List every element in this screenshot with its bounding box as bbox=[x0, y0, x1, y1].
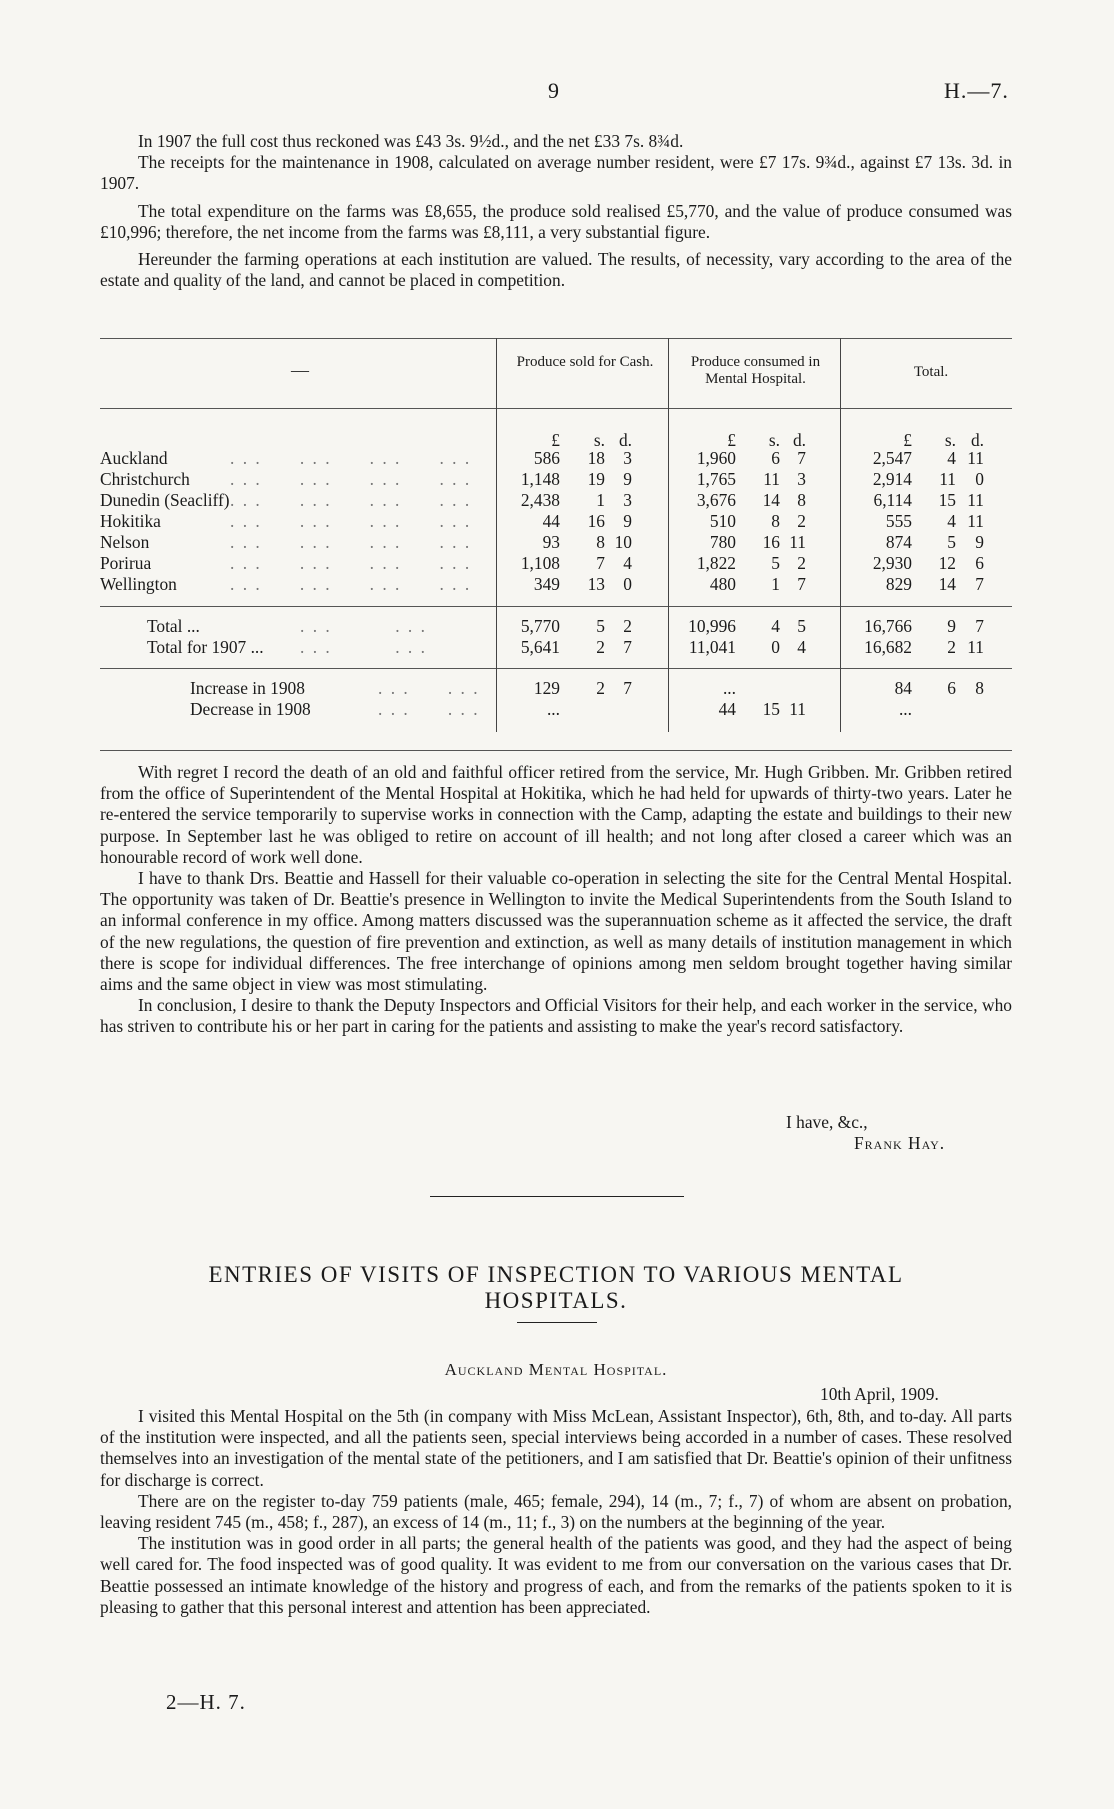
header-blank: — bbox=[291, 360, 309, 380]
sold-value: 3 bbox=[623, 448, 632, 468]
leader-dots: . . . . . . . . . . . . bbox=[230, 490, 472, 510]
row-name: Dunedin (Seacliff) bbox=[100, 490, 230, 510]
paragraph: Hereunder the farming operations at each institution are valued. The results, of necessity, vary according to the area of the estate and quality of the land, and cannot be placed in competition. bbox=[100, 249, 1012, 291]
consumed-value: 5 bbox=[797, 616, 806, 636]
total-value: 84 bbox=[894, 678, 912, 698]
consumed-value: 10,996 bbox=[688, 616, 736, 636]
consumed-value: 4 bbox=[771, 616, 780, 636]
sold-value: 4 bbox=[623, 553, 632, 573]
consumed-value: 15 bbox=[762, 699, 780, 719]
body-text bbox=[100, 762, 1012, 1038]
sold-value: 19 bbox=[587, 469, 605, 489]
row-name: Auckland bbox=[100, 448, 168, 468]
total-value: 14 bbox=[938, 574, 956, 594]
leader-dots: . . . . . . . . . . . . bbox=[230, 553, 472, 573]
intro-text bbox=[100, 131, 1012, 295]
header-total: Total. bbox=[913, 364, 949, 380]
sold-value: 2 bbox=[596, 637, 605, 657]
unit-label: £ bbox=[903, 430, 912, 450]
total-value: 6 bbox=[975, 553, 984, 573]
total-value: 9 bbox=[975, 532, 984, 552]
sold-value: 7 bbox=[596, 553, 605, 573]
consumed-value: 4 bbox=[797, 637, 806, 657]
consumed-value: 11,041 bbox=[688, 637, 736, 657]
total-value: 2,930 bbox=[872, 553, 912, 573]
total-value: 11 bbox=[967, 637, 984, 657]
total-value: 16,682 bbox=[864, 637, 912, 657]
total-value: 8 bbox=[975, 678, 984, 698]
paragraph: The institution was in good order in all parts; the general health of the patients was good, and they had the aspect of being well cared for. The food inspected was of good quality. It was evident to me from our conversation on the various cases that Dr. Beattie possessed an intimate knowledge of the history and progress of each, and from the remarks of the patients spoken to it is pleasing to gather that this personal interest and attention has been appreciated. bbox=[100, 1533, 1012, 1617]
sold-value: 5,641 bbox=[520, 637, 560, 657]
row-name: Porirua bbox=[100, 553, 152, 573]
total-row-name: Total for 1907 ... bbox=[147, 637, 264, 657]
consumed-value: 7 bbox=[797, 448, 806, 468]
consumed-value: 8 bbox=[771, 511, 780, 531]
total-value: 11 bbox=[967, 448, 984, 468]
total-value: 555 bbox=[885, 511, 912, 531]
total-value: 12 bbox=[938, 553, 956, 573]
row-name: Wellington bbox=[100, 574, 177, 594]
unit-label: £ bbox=[551, 430, 560, 450]
paragraph: I have to thank Drs. Beattie and Hassell for their valuable co-operation in selecting the site for the Central Mental Hospital. The opportunity was taken of Dr. Beattie's presence in Wellington to invite the Medical Superintendents from the South Island to an informal conference in my office. Among matters discussed was the superannuation scheme as it affected the service, the draft of the new regulations, the question of fire prevention and extinction, as well as many details of institution management in which there is scope for individual differences. The free interchange of opinions among men seldom brought together having similar aims and the same object in view was most stimulating. bbox=[100, 868, 1012, 995]
section-title-line2: HOSPITALS. bbox=[484, 1288, 628, 1313]
leader-dots: . . . . . . . . . . . . bbox=[230, 532, 472, 552]
total-value: 4 bbox=[947, 448, 956, 468]
paragraph: The total expenditure on the farms was £8,655, the produce sold realised £5,770, and the value of produce consumed was £10,996; therefore, the net income from the farms was £8,111, a very substantial figure. bbox=[100, 200, 1012, 242]
paragraph: With regret I record the death of an old and faithful officer retired from the service, Mr. Hugh Gribben. Mr. Gribben retired from the office of Superintendent of the Mental Hospital at Hokitika, which he had held for upwards of thirty-two years. Later he re-entered the service temporarily to supervise works in connection with the Camp, adapting the estate and buildings to their new purpose. In September last he was obliged to retire on account of ill health; and not long after closed a career which was an honourable record of work well done. bbox=[100, 762, 1012, 867]
section-title-line1: ENTRIES OF VISITS OF INSPECTION TO VARIOUS MENTAL bbox=[208, 1262, 904, 1287]
sold-value: 1 bbox=[596, 490, 605, 510]
unit-label: s. bbox=[944, 430, 956, 450]
consumed-value: 5 bbox=[771, 553, 780, 573]
total-value: 16,766 bbox=[864, 616, 912, 636]
total-value: 6,114 bbox=[873, 490, 912, 510]
change-row-name: Decrease in 1908 bbox=[190, 699, 311, 719]
total-value: 2,914 bbox=[872, 469, 912, 489]
header-produce-sold: Produce sold for Cash. bbox=[516, 354, 654, 370]
sold-value: 1,108 bbox=[520, 553, 560, 573]
footer-signature-mark: 2—H. 7. bbox=[166, 1690, 246, 1714]
total-value: 874 bbox=[885, 532, 912, 552]
sold-value: 586 bbox=[533, 448, 560, 468]
consumed-value: 3 bbox=[797, 469, 806, 489]
leader-dots: . . . . . . . . . . . . bbox=[230, 469, 472, 489]
signoff-name: Frank Hay. bbox=[854, 1133, 946, 1153]
signoff-closing: I have, &c., bbox=[786, 1112, 868, 1132]
total-value: 7 bbox=[975, 574, 984, 594]
total-value: 2,547 bbox=[872, 448, 912, 468]
consumed-value: 1,765 bbox=[696, 469, 736, 489]
consumed-value: 14 bbox=[762, 490, 780, 510]
consumed-value: 6 bbox=[771, 448, 780, 468]
paragraph: The receipts for the maintenance in 1908, calculated on average number resident, were £7 17s. 9¾d., against £7 13s. 3d. in 1907. bbox=[100, 152, 1012, 194]
total-value: 0 bbox=[975, 469, 984, 489]
paragraph: There are on the register to-day 759 patients (male, 465; female, 294), 14 (m., 7; f., 7) of whom are absent on probation, leaving resident 745 (m., 458; f., 287), an excess of 14 (m., 11; f., 3) on the numbers at the beginning of the year. bbox=[100, 1490, 1012, 1533]
unit-label: d. bbox=[970, 430, 984, 450]
sold-value: 129 bbox=[533, 678, 560, 698]
sold-value: 16 bbox=[587, 511, 605, 531]
sold-value: 2 bbox=[623, 616, 632, 636]
consumed-value: 3,676 bbox=[696, 490, 736, 510]
sold-value: 5 bbox=[596, 616, 605, 636]
consumed-value: 8 bbox=[797, 490, 806, 510]
hospital-subtitle: Auckland Mental Hospital. bbox=[444, 1360, 668, 1379]
consumed-value: ... bbox=[722, 678, 736, 698]
sold-value: 5,770 bbox=[520, 616, 560, 636]
sold-value: 0 bbox=[623, 574, 632, 594]
consumed-value: 780 bbox=[709, 532, 736, 552]
total-value: 6 bbox=[947, 678, 956, 698]
total-value: ... bbox=[898, 699, 912, 719]
paragraph: I visited this Mental Hospital on the 5th (in company with Miss McLean, Assistant Inspector), 6th, 8th, and to-day. All parts of the institution were inspected, and all the patients seen, special interviews being accorded in a number of cases. These resolved themselves into an investigation of the mental state of the petitioners, and I am satisfied that Dr. Beattie's opinion of their unfitness for discharge is correct. bbox=[100, 1406, 1012, 1490]
leader-dots: . . . . . . bbox=[378, 699, 480, 719]
consumed-value: 11 bbox=[763, 469, 780, 489]
sold-value: 2,438 bbox=[520, 490, 560, 510]
sold-value: 8 bbox=[596, 532, 605, 552]
total-row-name: Total ... bbox=[147, 616, 200, 636]
leader-dots: . . . . . . . . . . . . bbox=[230, 511, 472, 531]
paragraph: In conclusion, I desire to thank the Deputy Inspectors and Official Visitors for their help, and each worker in the service, who has striven to contribute his or her part in caring for the patients and assisting to make the year's record satisfactory. bbox=[100, 995, 1012, 1037]
sold-value: 3 bbox=[623, 490, 632, 510]
sold-value: 13 bbox=[587, 574, 605, 594]
unit-label: £ bbox=[727, 430, 736, 450]
visit-date: 10th April, 1909. bbox=[820, 1384, 939, 1404]
consumed-value: 11 bbox=[789, 699, 806, 719]
leader-dots: . . . . . . . . . . . . bbox=[230, 448, 472, 468]
consumed-value: 7 bbox=[797, 574, 806, 594]
sold-value: 7 bbox=[623, 637, 632, 657]
consumed-value: 510 bbox=[709, 511, 736, 531]
sold-value: 10 bbox=[614, 532, 632, 552]
farm-produce-table bbox=[100, 338, 1012, 752]
section-divider bbox=[430, 1196, 684, 1197]
consumed-value: 11 bbox=[789, 532, 806, 552]
document-reference: H.—7. bbox=[944, 78, 1009, 103]
leader-dots: . . . . . . bbox=[300, 637, 427, 657]
consumed-value: 2 bbox=[797, 511, 806, 531]
paragraph: In 1907 the full cost thus reckoned was £43 3s. 9½d., and the net £33 7s. 8¾d. bbox=[138, 131, 684, 151]
sold-value: 349 bbox=[533, 574, 560, 594]
total-value: 5 bbox=[947, 532, 956, 552]
total-value: 2 bbox=[947, 637, 956, 657]
consumed-value: 1,822 bbox=[696, 553, 736, 573]
title-underline bbox=[517, 1322, 597, 1323]
sold-value: 9 bbox=[623, 469, 632, 489]
consumed-value: 0 bbox=[771, 637, 780, 657]
sold-value: 7 bbox=[623, 678, 632, 698]
consumed-value: 1 bbox=[771, 574, 780, 594]
total-value: 11 bbox=[967, 511, 984, 531]
total-value: 7 bbox=[975, 616, 984, 636]
sold-value: 9 bbox=[623, 511, 632, 531]
sold-value: 18 bbox=[587, 448, 605, 468]
change-row-name: Increase in 1908 bbox=[190, 678, 305, 698]
unit-label: d. bbox=[618, 430, 632, 450]
sold-value: 93 bbox=[542, 532, 560, 552]
consumed-value: 16 bbox=[762, 532, 780, 552]
total-value: 4 bbox=[947, 511, 956, 531]
row-name: Nelson bbox=[100, 532, 150, 552]
unit-label: s. bbox=[593, 430, 605, 450]
unit-label: d. bbox=[792, 430, 806, 450]
row-name: Christchurch bbox=[100, 469, 190, 489]
header-produce-consumed: Produce consumed in Mental Hospital. bbox=[690, 354, 821, 387]
consumed-value: 480 bbox=[709, 574, 736, 594]
leader-dots: . . . . . . bbox=[378, 678, 480, 698]
consumed-value: 44 bbox=[718, 699, 736, 719]
leader-dots: . . . . . . bbox=[300, 616, 427, 636]
visit-text bbox=[100, 1406, 1012, 1618]
total-value: 829 bbox=[885, 574, 912, 594]
total-value: 9 bbox=[947, 616, 956, 636]
sold-value: 2 bbox=[596, 678, 605, 698]
unit-label: s. bbox=[768, 430, 780, 450]
total-value: 15 bbox=[938, 490, 956, 510]
row-name: Hokitika bbox=[100, 511, 161, 531]
leader-dots: . . . . . . . . . . . . bbox=[230, 574, 472, 594]
sold-value: 1,148 bbox=[520, 469, 560, 489]
total-value: 11 bbox=[939, 469, 956, 489]
sold-value: 44 bbox=[542, 511, 560, 531]
consumed-value: 2 bbox=[797, 553, 806, 573]
page-number: 9 bbox=[548, 78, 559, 103]
total-value: 11 bbox=[967, 490, 984, 510]
sold-value: ... bbox=[546, 699, 560, 719]
consumed-value: 1,960 bbox=[696, 448, 736, 468]
